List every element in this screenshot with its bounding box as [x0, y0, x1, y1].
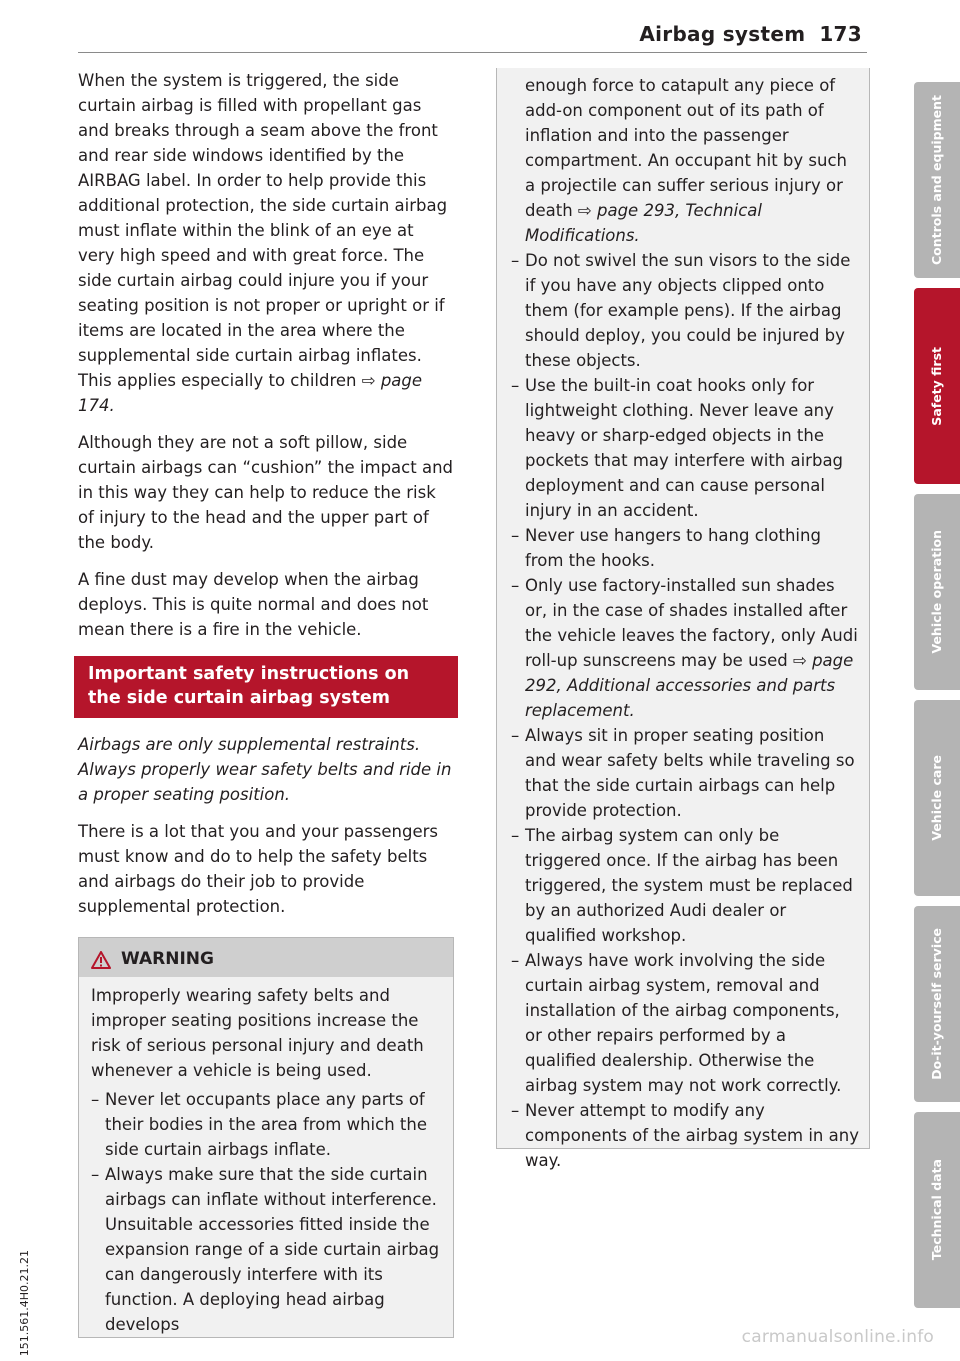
right-column	[496, 68, 870, 1170]
tab-vehicle-care[interactable]: Vehicle care	[914, 700, 960, 896]
tab-safety-first[interactable]: Safety first	[914, 288, 960, 484]
list-item: – The airbag system can only be triggered once. If the airbag has been triggered, the system must be replaced by an authorized Audi dealer or qualified workshop.	[511, 823, 859, 948]
warning-title: WARNING	[121, 949, 214, 969]
list-item: – Never let occupants place any parts of their bodies in the area from which the side curtain airbags inflate.	[91, 1087, 441, 1162]
tab-technical-data[interactable]: Technical data	[914, 1112, 960, 1308]
tab-vehicle-operation[interactable]: Vehicle operation	[914, 494, 960, 690]
paragraph	[78, 68, 454, 418]
list-item: – Do not swivel the sun visors to the side if you have any objects clipped onto them (for example pens). If the airbag should deploy, you could be injured by these objects.	[511, 248, 859, 373]
paragraph: There is a lot that you and your passengers must know and do to help the safety belts and airbags do their job to provide supplemental protection.	[78, 822, 439, 916]
list-item: – Only use factory-installed sun shades or, in the case of shades installed after the vehicle leaves the factory, only Audi roll-up sunscreens may be used ⇨ page 292, Additional accessories and parts replacement.	[511, 573, 859, 723]
page-reference-link[interactable]: ⇨ page 292, Additional accessories and parts replacement.	[525, 651, 854, 720]
warning-header	[79, 938, 453, 977]
header-divider	[78, 52, 867, 53]
warning-intro: Improperly wearing safety belts and improper seating positions increase the risk of serious personal injury and death whenever a vehicle is being used.	[91, 986, 424, 1080]
page-number: 173	[819, 22, 862, 46]
warning-body	[497, 68, 869, 1173]
tab-controls-and-equipment[interactable]: Controls and equipment	[914, 82, 960, 278]
list-item: – Use the built-in coat hooks only for lightweight clothing. Never leave any heavy or sharp-edged objects in the pockets that may interfere with airbag deployment and can cause personal injury in an accident.	[511, 373, 859, 523]
warning-triangle-icon	[91, 951, 111, 969]
warning-box-continued	[496, 68, 870, 1170]
lead-paragraph: Airbags are only supplemental restraints. Always properly wear safety belts and ride in a proper seating position.	[78, 735, 452, 804]
section-heading: Important safety instructions on the side curtain airbag system	[74, 656, 458, 718]
section-title: Airbag system	[639, 22, 806, 46]
list-item: – Always have work involving the side curtain airbag system, removal and installation of the airbag components, or other repairs performed by a qualified dealership. Otherwise the airbag system may not work correctly.	[511, 948, 859, 1098]
page-reference-link[interactable]: ⇨ page 293, Technical Modifications.	[525, 201, 762, 245]
paragraph: A fine dust may develop when the airbag deploys. This is quite normal and does not mean there is a fire in the vehicle.	[78, 570, 429, 639]
continuation-text: enough force to catapult any piece of add-on component out of its path of inflation and into the passenger compartment. An occupant hit by such a projectile can suffer serious injury or death ⇨ page 293, Technical Modifications.	[525, 76, 847, 245]
warning-box	[78, 937, 454, 1338]
warning-list	[511, 248, 859, 1173]
list-item: – Never attempt to modify any components of the airbag system in any way.	[511, 1098, 859, 1173]
paragraph-text: When the system is triggered, the side curtain airbag is filled with propellant gas and breaks through a seam above the front and rear side windows identified by the AIRBAG label. In order to help provide this additional protection, the side curtain airbag must inflate within the blink of an eye at very high speed and with great force. The side curtain airbag could injure you if your seating position is not proper or upright or if items are located in the area where the supplemental side curtain airbag inflates. This applies especially to children	[78, 71, 448, 390]
left-column	[78, 68, 454, 1338]
running-head	[639, 22, 862, 46]
warning-list	[91, 1087, 441, 1337]
warning-body	[79, 977, 453, 1337]
page-reference-link[interactable]: ⇨ page 174.	[78, 371, 423, 415]
list-item: – Always sit in proper seating position and wear safety belts while traveling so that the side curtain airbags can help provide protection.	[511, 723, 859, 823]
list-item: – Never use hangers to hang clothing from the hooks.	[511, 523, 859, 573]
list-item: – Always make sure that the side curtain airbags can inflate without interference. Unsuitable accessories fitted inside the expansion range of a side curtain airbag can dangerously interfere with its function. A deploying head airbag develops	[91, 1162, 441, 1337]
document-code: 151.561.4H0.21.21	[18, 1250, 31, 1357]
paragraph: Although they are not a soft pillow, side curtain airbags can “cushion” the impact and in this way they can help to reduce the risk of injury to the head and the upper part of the body.	[78, 433, 453, 552]
tab-do-it-yourself-service[interactable]: Do-it-yourself service	[914, 906, 960, 1102]
watermark: carmanualsonline.info	[741, 1327, 934, 1347]
